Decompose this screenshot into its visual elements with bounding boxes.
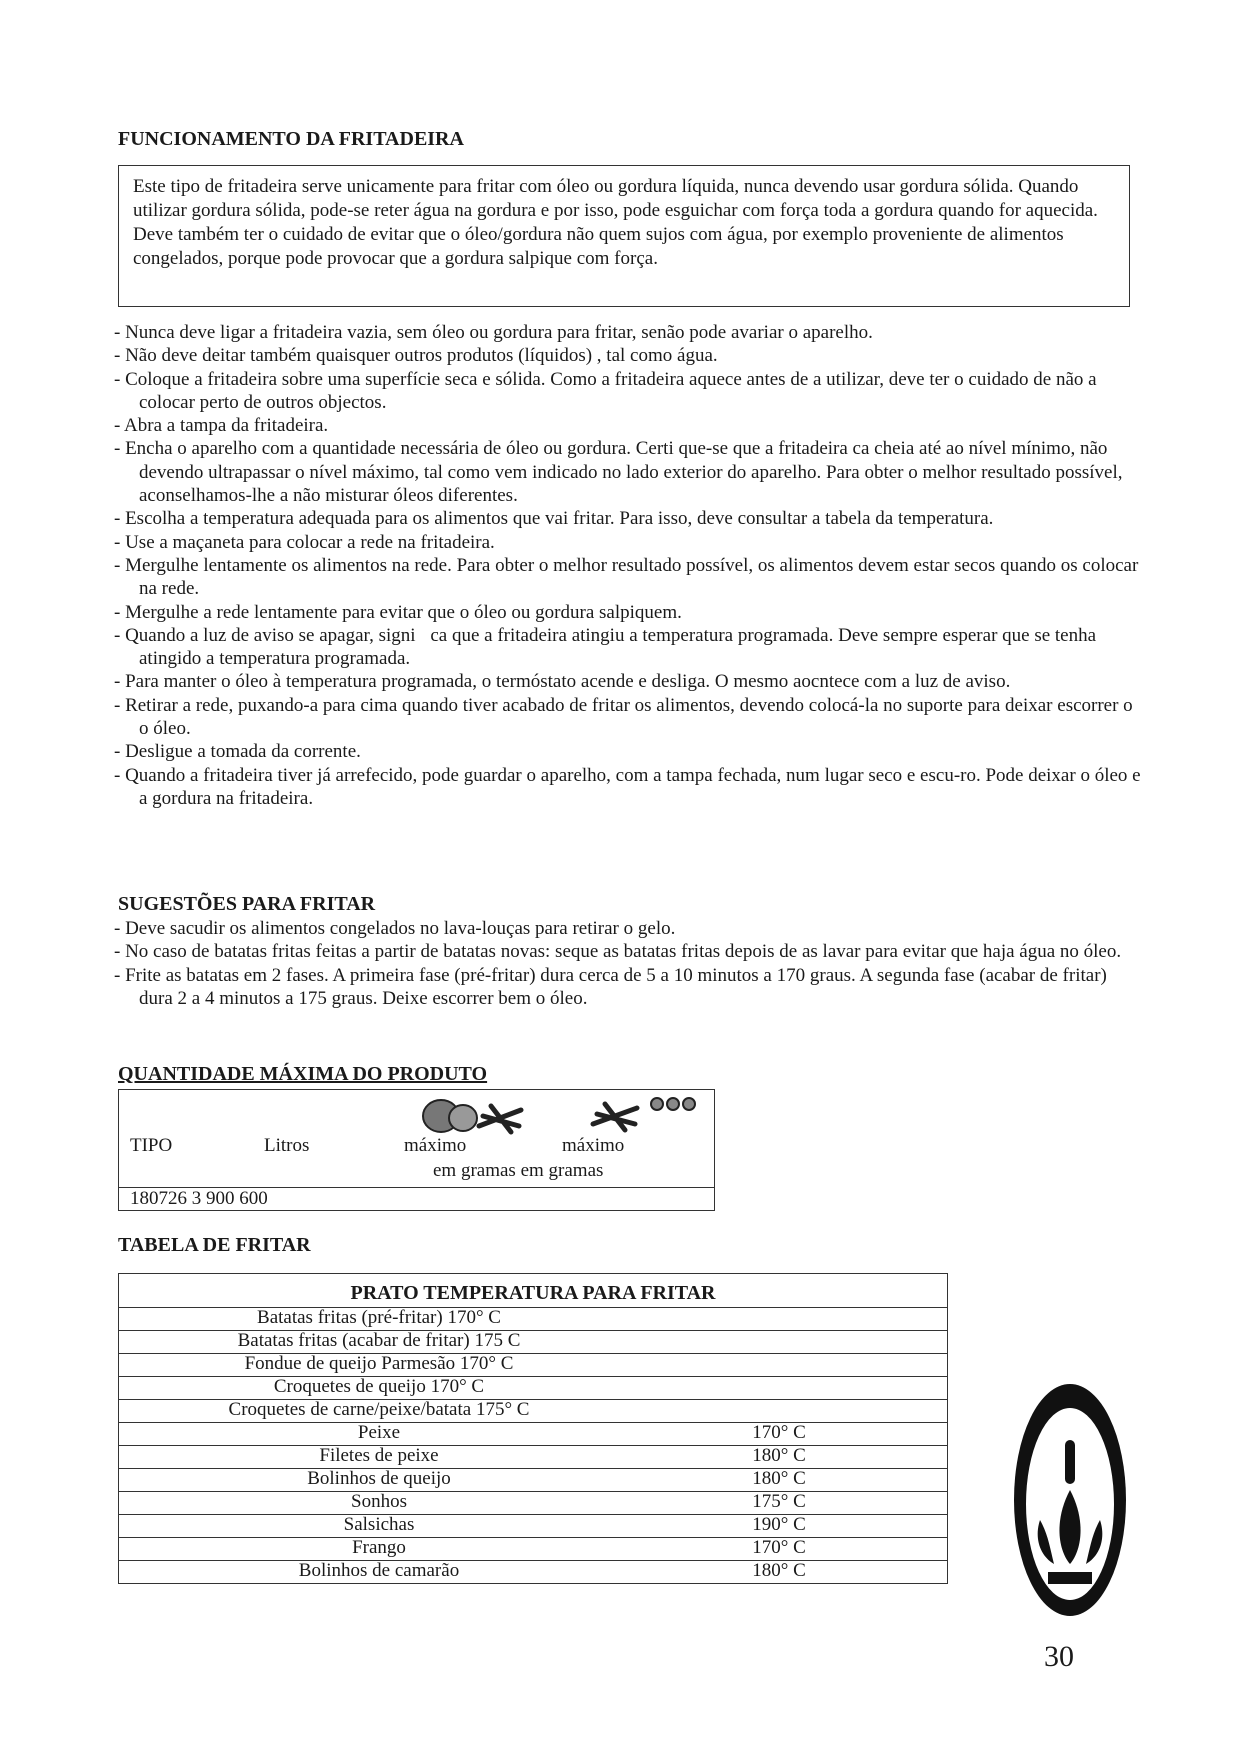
dish-cell: Frango xyxy=(352,1537,406,1558)
section-heading-quantidade: QUANTIDADE MÁXIMA DO PRODUTO xyxy=(118,1063,488,1085)
temp-cell: 180° C xyxy=(752,1560,806,1581)
instruction-item: - Retirar a rede, puxando-a para cima quando tiver acabado de fritar os alimentos, devendo colocá-la no suporte para deixar escorrer o o óleo. xyxy=(114,694,1133,740)
dish-cell: Croquetes de carne/peixe/batata 175° C xyxy=(228,1399,530,1420)
warning-note-box xyxy=(118,165,1130,307)
table-row xyxy=(119,1353,947,1376)
quantity-table xyxy=(118,1089,715,1211)
table-row xyxy=(119,1491,947,1514)
section-heading-funcionamento: FUNCIONAMENTO DA FRITADEIRA xyxy=(118,128,464,150)
dish-cell: Salsichas xyxy=(343,1514,415,1535)
temp-cell: 170° C xyxy=(752,1422,806,1443)
instruction-item: - Abra a tampa da fritadeira. xyxy=(114,415,329,437)
dish-cell: Batatas fritas (pré-fritar) 170° C xyxy=(257,1307,501,1328)
col-units: em gramas em gramas xyxy=(433,1160,604,1181)
dish-cell: Bolinhos de camarão xyxy=(298,1560,460,1581)
temp-cell: 180° C xyxy=(752,1445,806,1466)
table-row xyxy=(119,1422,947,1445)
suggestion-item: - Deve sacudir os alimentos congelados no lava-louças para retirar o gelo. xyxy=(114,918,676,939)
dish-cell: Peixe xyxy=(357,1422,401,1443)
col-litros: Litros xyxy=(264,1135,310,1156)
instruction-item: - Coloque a fritadeira sobre uma superfície seca e sólida. Como a fritadeira aquece antes de a utilizar, deve ter o cuidado de não a colocar perto de outros objectos. xyxy=(114,368,1097,413)
temp-cell: 190° C xyxy=(752,1514,806,1535)
warning-note-text: Este tipo de fritadeira serve unicamente para fritar com óleo ou gordura líquida, nunca devendo usar gordura sólida. Quando utilizar gordura sólida, pode-se reter água na gordura e por isso, pode esguichar com força toda a gordura quando for aquecida. Deve também ter o cuidado de evitar que o óleo/gordura não quem sujos com água, por exemplo proveniente de alimentos congelados, porque pode provocar que a gordura salpique com força. xyxy=(133,176,1098,269)
instruction-item: - Quando a fritadeira tiver já arrefecido, pode guardar o aparelho, com a tampa fechada, num lugar seco e escu-ro. Pode deixar o óleo e a gordura na fritadeira. xyxy=(114,764,1141,809)
instruction-item: - Mergulhe a rede lentamente para evitar que o óleo ou gordura salpiquem. xyxy=(114,601,682,623)
suggestion-list xyxy=(114,917,1144,1010)
instruction-list xyxy=(114,321,1144,810)
table-row xyxy=(119,1514,947,1537)
dish-cell: Croquetes de queijo 170° C xyxy=(273,1376,485,1397)
instruction-item: - Escolha a temperatura adequada para os alimentos que vai fritar. Para isso, deve consultar a tabela da temperatura. xyxy=(114,508,994,530)
suggestion-item: - Frite as batatas em 2 fases. A primeira fase (pré-fritar) dura cerca de 5 a 10 minutos a 170 graus. A segunda fase (acabar de fritar) dura 2 a 4 minutos a 175 graus. Deixe escorrer bem o óleo. xyxy=(114,964,1107,1009)
temp-cell: 175° C xyxy=(752,1491,806,1512)
instruction-item: - Nunca deve ligar a fritadeira vazia, sem óleo ou gordura para fritar, senão pode avariar o aparelho. xyxy=(114,322,873,343)
dish-cell: Filetes de peixe xyxy=(319,1445,439,1466)
temp-cell: 170° C xyxy=(752,1537,806,1558)
instruction-item: - Não deve deitar também quaisquer outros produtos (líquidos) , tal como água. xyxy=(114,345,718,367)
instruction-item: - Quando a luz de aviso se apagar, signi ca que a fritadeira atingiu a temperatura programada. Deve sempre esperar que se tenha atingido a temperatura programada. xyxy=(114,624,1097,670)
dish-cell: Batatas fritas (acabar de fritar) 175 C xyxy=(237,1330,521,1351)
instruction-item: - Mergulhe lentamente os alimentos na rede. Para obter o melhor resultado possível, os alimentos devem estar secos quando os colocar na rede. xyxy=(114,554,1139,600)
instruction-item: - Desligue a tomada da corrente. xyxy=(114,741,361,763)
brand-logo-icon xyxy=(1010,1380,1130,1620)
dish-cell: Fondue de queijo Parmesão 170° C xyxy=(244,1353,514,1374)
frozen-food-icon xyxy=(587,1094,707,1134)
table-row xyxy=(119,1468,947,1491)
frying-table xyxy=(118,1273,948,1584)
table-header: PRATO TEMPERATURA PARA FRITAR xyxy=(350,1282,716,1304)
col-maximo-frozen: máximo xyxy=(562,1135,625,1156)
instruction-item: - Para manter o óleo à temperatura programada, o termóstato acende e desliga. O mesmo aocntece com a luz de aviso. xyxy=(114,671,1011,693)
instruction-item: - Use a maçaneta para colocar a rede na fritadeira. xyxy=(114,531,495,553)
table-row xyxy=(119,1445,947,1468)
page-number: 30 xyxy=(1044,1640,1074,1673)
instruction-item: - Encha o aparelho com a quantidade necessária de óleo ou gordura. Certi que-se que a fritadeira ca cheia até ao nível mínimo, não devendo ultrapassar o nível máximo, tal como vem indicado no lado exterior do aparelho. Para obter o melhor resultado possível, aconselhamos-lhe a não misturar óleos diferentes. xyxy=(114,438,1123,507)
dish-cell: Bolinhos de queijo xyxy=(307,1468,451,1489)
col-maximo-fresh: máximo xyxy=(404,1135,467,1156)
table-row xyxy=(119,1537,947,1560)
section-heading-tabela: TABELA DE FRITAR xyxy=(118,1234,311,1256)
table-row xyxy=(119,1399,947,1422)
quantity-row-values: 180726 3 900 600 xyxy=(130,1188,268,1209)
table-row xyxy=(119,1330,947,1353)
section-heading-sugestoes: SUGESTÕES PARA FRITAR xyxy=(118,893,376,915)
fresh-food-icon xyxy=(421,1096,531,1136)
col-tipo: TIPO xyxy=(130,1135,173,1156)
dish-cell: Sonhos xyxy=(351,1491,407,1512)
table-row xyxy=(119,1560,947,1583)
suggestion-item: - No caso de batatas fritas feitas a partir de batatas novas: seque as batatas fritas depois de as lavar para evitar que haja água no óleo. xyxy=(114,941,1122,963)
table-row xyxy=(119,1307,947,1330)
table-row xyxy=(119,1376,947,1399)
table-header-row xyxy=(119,1274,947,1307)
temp-cell: 180° C xyxy=(752,1468,806,1489)
